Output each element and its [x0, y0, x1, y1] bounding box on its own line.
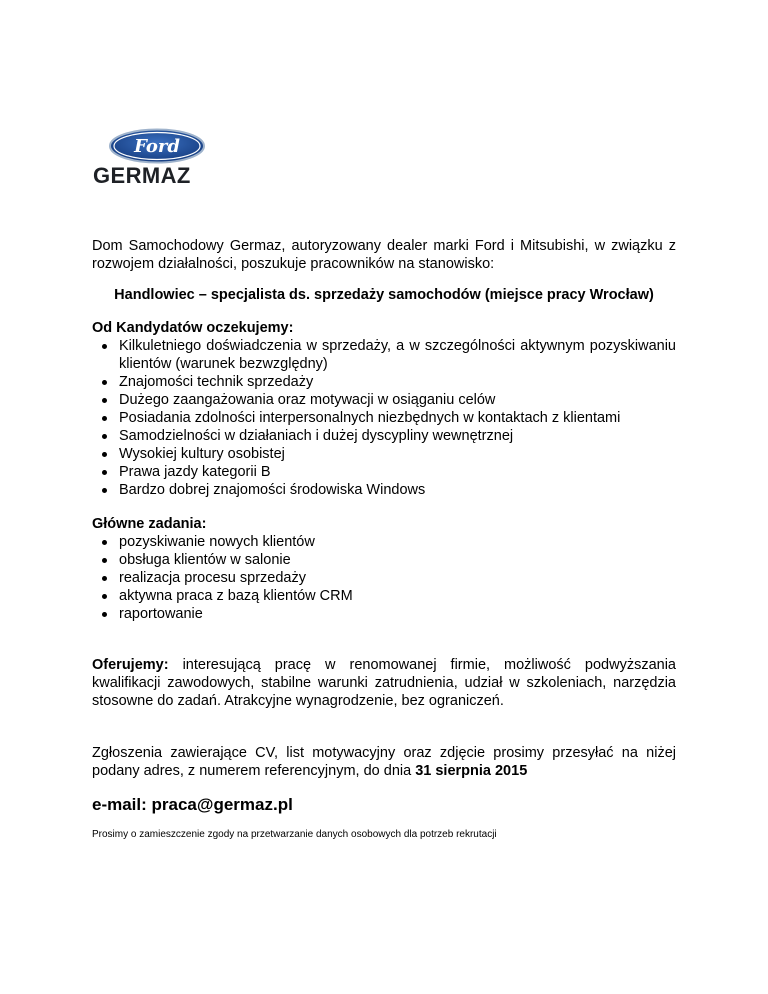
ford-oval-logo [108, 128, 206, 164]
list-item: aktywna praca z bazą klientów CRM [92, 587, 676, 605]
offer-label: Oferujemy: [92, 657, 169, 673]
list-item: Samodzielności w działaniach i dużej dyscypliny wewnętrznej [92, 427, 676, 445]
company-logo [93, 128, 219, 190]
requirements-section [92, 319, 676, 499]
list-item: Wysokiej kultury osobistej [92, 445, 676, 463]
application-deadline: 31 sierpnia 2015 [415, 763, 528, 779]
list-item: realizacja procesu sprzedaży [92, 569, 676, 587]
list-item: Kilkuletniego doświadczenia w sprzedaży, a w szczególności aktywnym pozyskiwaniu klientów (warunek bezwzględny) [92, 337, 676, 373]
application-text: Zgłoszenia zawierające CV, list motywacyjny oraz zdjęcie prosimy przesyłać na niżej podany adres, z numerem referencyjnym, do dnia [92, 745, 676, 779]
list-item: Znajomości technik sprzedaży [92, 373, 676, 391]
application-paragraph [92, 744, 676, 780]
offer-paragraph [92, 656, 676, 710]
intro-paragraph: Dom Samochodowy Germaz, autoryzowany dealer marki Ford i Mitsubishi, w związku z rozwojem działalności, poszukuje pracowników na stanowisko: [92, 238, 676, 272]
list-item: raportowanie [92, 605, 676, 623]
tasks-section [92, 515, 676, 623]
list-item: Prawa jazdy kategorii B [92, 463, 676, 481]
requirements-title: Od Kandydatów oczekujemy: [92, 320, 294, 336]
offer-text: interesującą pracę w renomowanej firmie, możliwość podwyższania kwalifikacji zawodowych, stabilne warunki zatrudnienia, udział w szkoleniach, narzędzia stosowne do zadań. Atrakcyjne wynagrodzenie, bez ograniczeń. [92, 657, 676, 709]
consent-note: Prosimy o zamieszczenie zgody na przetwarzanie danych osobowych dla potrzeb rekrutacji [92, 829, 497, 840]
job-offer-content [92, 237, 676, 841]
tasks-list [92, 533, 676, 623]
list-item: pozyskiwanie nowych klientów [92, 533, 676, 551]
tasks-title: Główne zadania: [92, 516, 207, 532]
list-item: Dużego zaangażowania oraz motywacji w osiąganiu celów [92, 391, 676, 409]
contact-email: e-mail: praca@germaz.pl [92, 795, 293, 814]
position-title: Handlowiec – specjalista ds. sprzedaży samochodów (miejsce pracy Wrocław) [114, 287, 654, 303]
list-item: Posiadania zdolności interpersonalnych niezbędnych w kontaktach z klientami [92, 409, 676, 427]
brand-name: GERMAZ [93, 163, 191, 188]
list-item: obsługa klientów w salonie [92, 551, 676, 569]
list-item: Bardzo dobrej znajomości środowiska Windows [92, 481, 676, 499]
requirements-list [92, 337, 676, 499]
ford-script-text: Ford [134, 136, 180, 157]
